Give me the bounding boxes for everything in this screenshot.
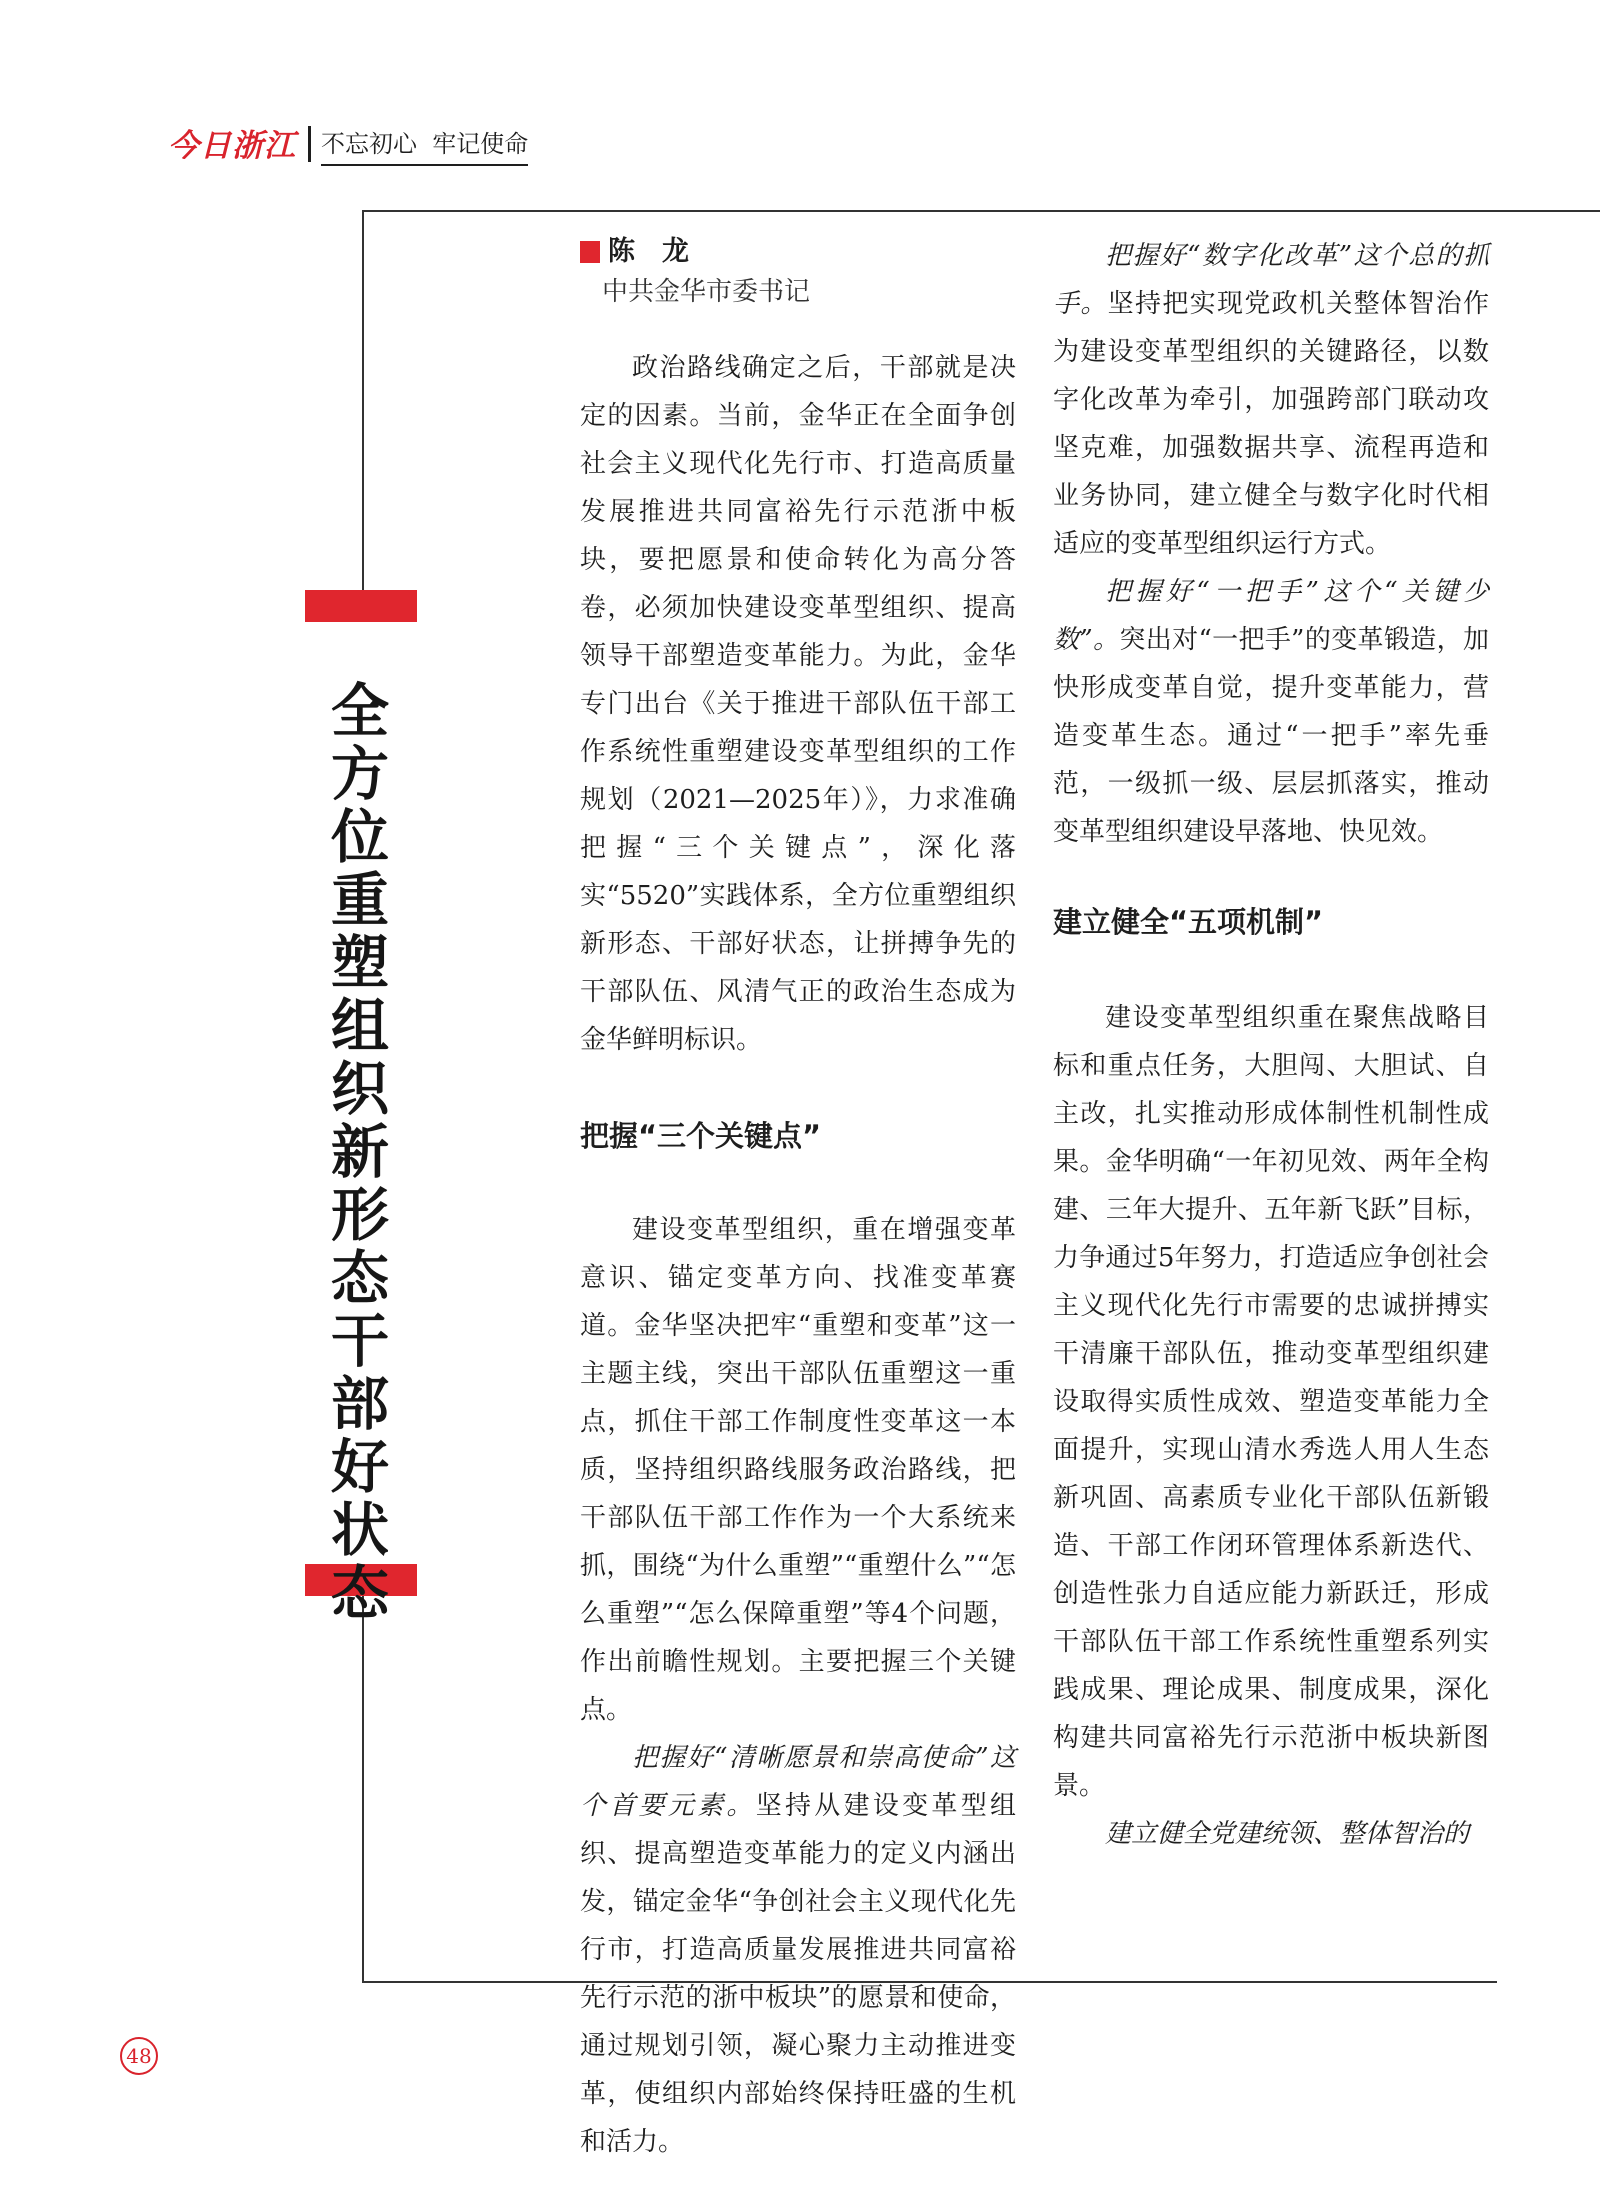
- paragraph-body: 突出对“一把手”的变革锻造，加快形成变革自觉，提升变革能力，营造变革生态。通过“一把手”率先垂范，一级抓一级、层层抓落实，推动变革型组织建设早落地、快见效。: [1053, 625, 1489, 847]
- article-column-left: [580, 232, 1016, 2166]
- paragraph-lead: 建立健全党建统领、整体智治的: [1105, 1819, 1470, 1849]
- paragraph-lead: 把握好“数字化改革”这个总的抓手。: [1053, 241, 1489, 319]
- section1-paragraph-1: 建设变革型组织，重在增强变革意识、锚定变革方向、找准变革赛道。金华坚决把牢“重塑和变革”这一主题主线，突出干部队伍重塑这一重点，抓住干部工作制度性变革这一本质，坚持组织路线服务政治路线，把干部队伍干部工作作为一个大系统来抓，围绕“为什么重塑”“重塑什么”“怎么重塑”“怎么保障重塑”等4个问题，作出前瞻性规划。主要把握三个关键点。: [580, 1215, 1016, 1725]
- frame-top-rule: [362, 210, 1600, 212]
- paragraph-lead: 把握好“清晰愿景和崇高使命”这个首要元素。: [580, 1743, 1016, 1821]
- masthead-divider: [308, 126, 311, 162]
- section-heading-2: 建立健全“五项机制”: [1053, 905, 1324, 939]
- magazine-logo: 今日浙江: [168, 128, 296, 164]
- paragraph-body: 坚持从建设变革型组织、提高塑造变革能力的定义内涵出发，锚定金华“争创社会主义现代化先行市，打造高质量发展推进共同富裕先行示范的浙中板块”的愿景和使命，通过规划引领，凝心聚力主动推进变革，使组织内部始终保持旺盛的生机和活力。: [580, 1791, 1016, 2157]
- section2-paragraph-1: 建设变革型组织重在聚焦战略目标和重点任务，大胆闯、大胆试、自主改，扎实推动形成体制性机制性成果。金华明确“一年初见效、两年全构建、三年大提升、五年新飞跃”目标，力争通过5年努力，打造适应争创社会主义现代化先行市需要的忠诚拼搏实干清廉干部队伍，推动变革型组织建设取得实质性成效、塑造变革能力全面提升，实现山清水秀选人用人生态新巩固、高素质专业化干部队伍新锻造、干部工作闭环管理体系新迭代、创造性张力自适应能力新跃迁，形成干部队伍干部工作系统性重塑系列实践成果、理论成果、制度成果，深化构建共同富裕先行示范浙中板块新图景。: [1053, 1003, 1489, 1801]
- intro-paragraph: 政治路线确定之后，干部就是决定的因素。当前，金华正在全面争创社会主义现代化先行市、打造高质量发展推进共同富裕先行示范浙中板块，要把愿景和使命转化为高分答卷，必须加快建设变革型组织、提高领导干部塑造变革能力。为此，金华专门出台《关于推进干部队伍干部工作系统性重塑建设变革型组织的工作规划（2021—2025年）》，力求准确把握“三个关键点”，深化落实“5520”实践体系，全方位重塑组织新形态、干部好状态，让拼搏争先的干部队伍、风清气正的政治生态成为金华鲜明标识。: [580, 353, 1016, 1055]
- page-number: 48: [120, 2037, 158, 2075]
- author-name: 陈 龙: [608, 236, 689, 267]
- author-title: 中共金华市委书记: [602, 277, 811, 307]
- title-accent-bar-top: [305, 590, 417, 622]
- author-marker-icon: [580, 241, 600, 263]
- section1-paragraph-4: [1053, 568, 1489, 856]
- article-title: 全方位重塑组织新形态干部好状态: [330, 677, 389, 1627]
- frame-left-rule-upper: [362, 210, 364, 590]
- section-heading-1: 把握“三个关键点”: [580, 1119, 822, 1153]
- article-column-right: [1053, 232, 1489, 1858]
- author-line: [580, 232, 1016, 272]
- frame-left-rule-lower: [362, 1596, 364, 1983]
- masthead-slogan: 不忘初心 牢记使命: [321, 126, 528, 166]
- masthead: [168, 118, 528, 166]
- section1-paragraph-2: [580, 1734, 1016, 2166]
- paragraph-body: 坚持把实现党政机关整体智治作为建设变革型组织的关键路径，以数字化改革为牵引，加强跨部门联动攻坚克难，加强数据共享、流程再造和业务协同，建立健全与数字化时代相适应的变革型组织运行方式。: [1053, 289, 1489, 559]
- paragraph-lead: 把握好“一把手”这个“关键少数”。: [1053, 577, 1489, 655]
- section2-paragraph-2: [1053, 1810, 1489, 1858]
- section1-paragraph-3: [1053, 232, 1489, 568]
